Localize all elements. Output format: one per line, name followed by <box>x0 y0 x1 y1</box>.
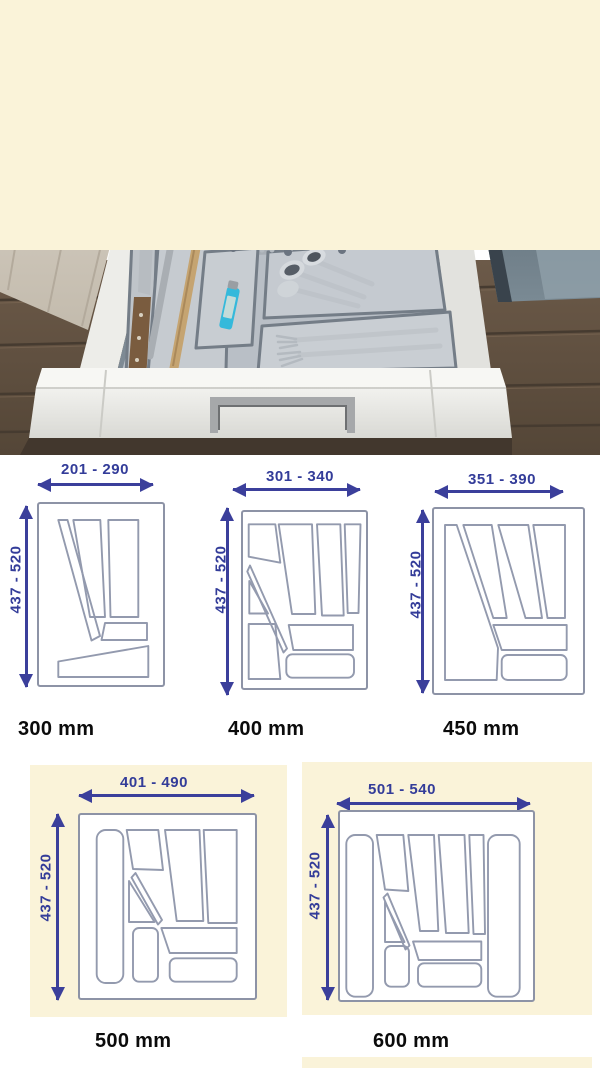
height-range-label-450: 437 - 520 <box>407 550 425 619</box>
tray-outline-300 <box>37 502 165 687</box>
width-arrow-400 <box>233 488 360 491</box>
width-range-label-500: 401 - 490 <box>120 774 188 791</box>
width-arrow-300 <box>38 483 153 486</box>
width-range-label-400: 301 - 340 <box>266 468 334 485</box>
size-label-450: 450 mm <box>443 718 520 740</box>
tray-outline-450 <box>432 507 585 695</box>
width-arrow-450 <box>435 490 563 493</box>
width-arrow-500 <box>79 794 254 797</box>
width-range-label-300: 201 - 290 <box>61 461 129 478</box>
size-label-500: 500 mm <box>95 1030 172 1052</box>
width-range-label-450: 351 - 390 <box>468 471 536 488</box>
height-range-label-500: 437 - 520 <box>37 853 55 922</box>
tray-outline-500 <box>78 813 257 1000</box>
width-range-label-600: 501 - 540 <box>368 781 436 798</box>
height-range-label-400: 437 - 520 <box>212 545 230 614</box>
tray-outline-400 <box>241 510 368 690</box>
height-arrow-600 <box>326 815 329 1000</box>
size-label-400: 400 mm <box>228 718 305 740</box>
width-arrow-600 <box>337 802 530 805</box>
bottom-right-cream-strip <box>302 1057 592 1068</box>
height-arrow-500 <box>56 814 59 1000</box>
size-label-300: 300 mm <box>18 718 95 740</box>
height-range-label-300: 437 - 520 <box>7 545 25 614</box>
height-range-label-600: 437 - 520 <box>306 851 324 920</box>
top-diagram-panel <box>0 0 600 250</box>
tray-outline-600 <box>338 810 535 1002</box>
height-arrow-300 <box>25 506 28 687</box>
size-label-600: 600 mm <box>373 1030 450 1052</box>
drawer-front <box>20 368 512 455</box>
